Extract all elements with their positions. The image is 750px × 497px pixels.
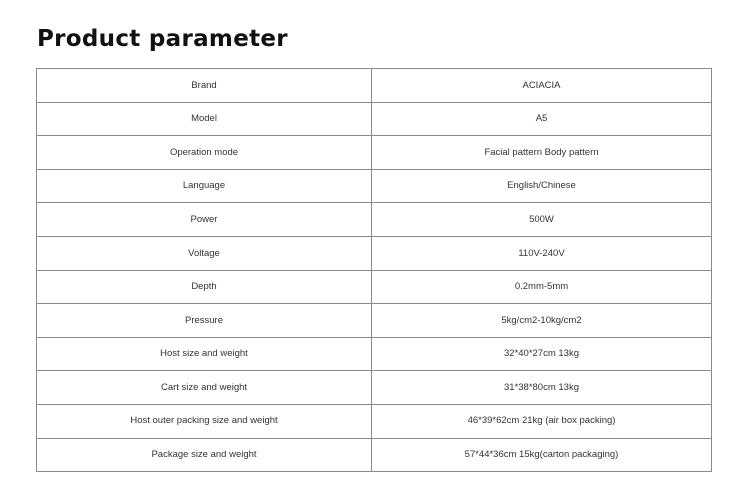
- table-row: [37, 169, 712, 203]
- param-value: A5: [372, 102, 712, 136]
- param-label: Host outer packing size and weight: [37, 404, 372, 438]
- table-row: [37, 304, 712, 338]
- param-value: 500W: [372, 203, 712, 237]
- table-row: [37, 371, 712, 405]
- param-value: 5kg/cm2-10kg/cm2: [372, 304, 712, 338]
- param-value: 0.2mm-5mm: [372, 270, 712, 304]
- param-value: 46*39*62cm 21kg (air box packing): [372, 404, 712, 438]
- param-value: English/Chinese: [372, 169, 712, 203]
- page-title: Product parameter: [37, 26, 288, 52]
- param-label: Operation mode: [37, 136, 372, 170]
- param-label: Host size and weight: [37, 337, 372, 371]
- param-value: Facial pattern Body pattern: [372, 136, 712, 170]
- param-label: Voltage: [37, 236, 372, 270]
- table-row: [37, 404, 712, 438]
- param-label: Brand: [37, 69, 372, 103]
- param-label: Model: [37, 102, 372, 136]
- param-value: 110V-240V: [372, 236, 712, 270]
- table-row: [37, 270, 712, 304]
- param-label: Depth: [37, 270, 372, 304]
- param-value: ACIACIA: [372, 69, 712, 103]
- param-label: Pressure: [37, 304, 372, 338]
- table-row: [37, 136, 712, 170]
- param-label: Language: [37, 169, 372, 203]
- table-row: [37, 236, 712, 270]
- param-label: Power: [37, 203, 372, 237]
- param-value: 32*40*27cm 13kg: [372, 337, 712, 371]
- parameter-table: [36, 68, 712, 472]
- param-value: 31*38*80cm 13kg: [372, 371, 712, 405]
- param-label: Cart size and weight: [37, 371, 372, 405]
- table-row: [37, 203, 712, 237]
- param-label: Package size and weight: [37, 438, 372, 472]
- table-row: [37, 102, 712, 136]
- table-row: [37, 438, 712, 472]
- param-value: 57*44*36cm 15kg(carton packaging): [372, 438, 712, 472]
- table-row: [37, 337, 712, 371]
- table-row: [37, 69, 712, 103]
